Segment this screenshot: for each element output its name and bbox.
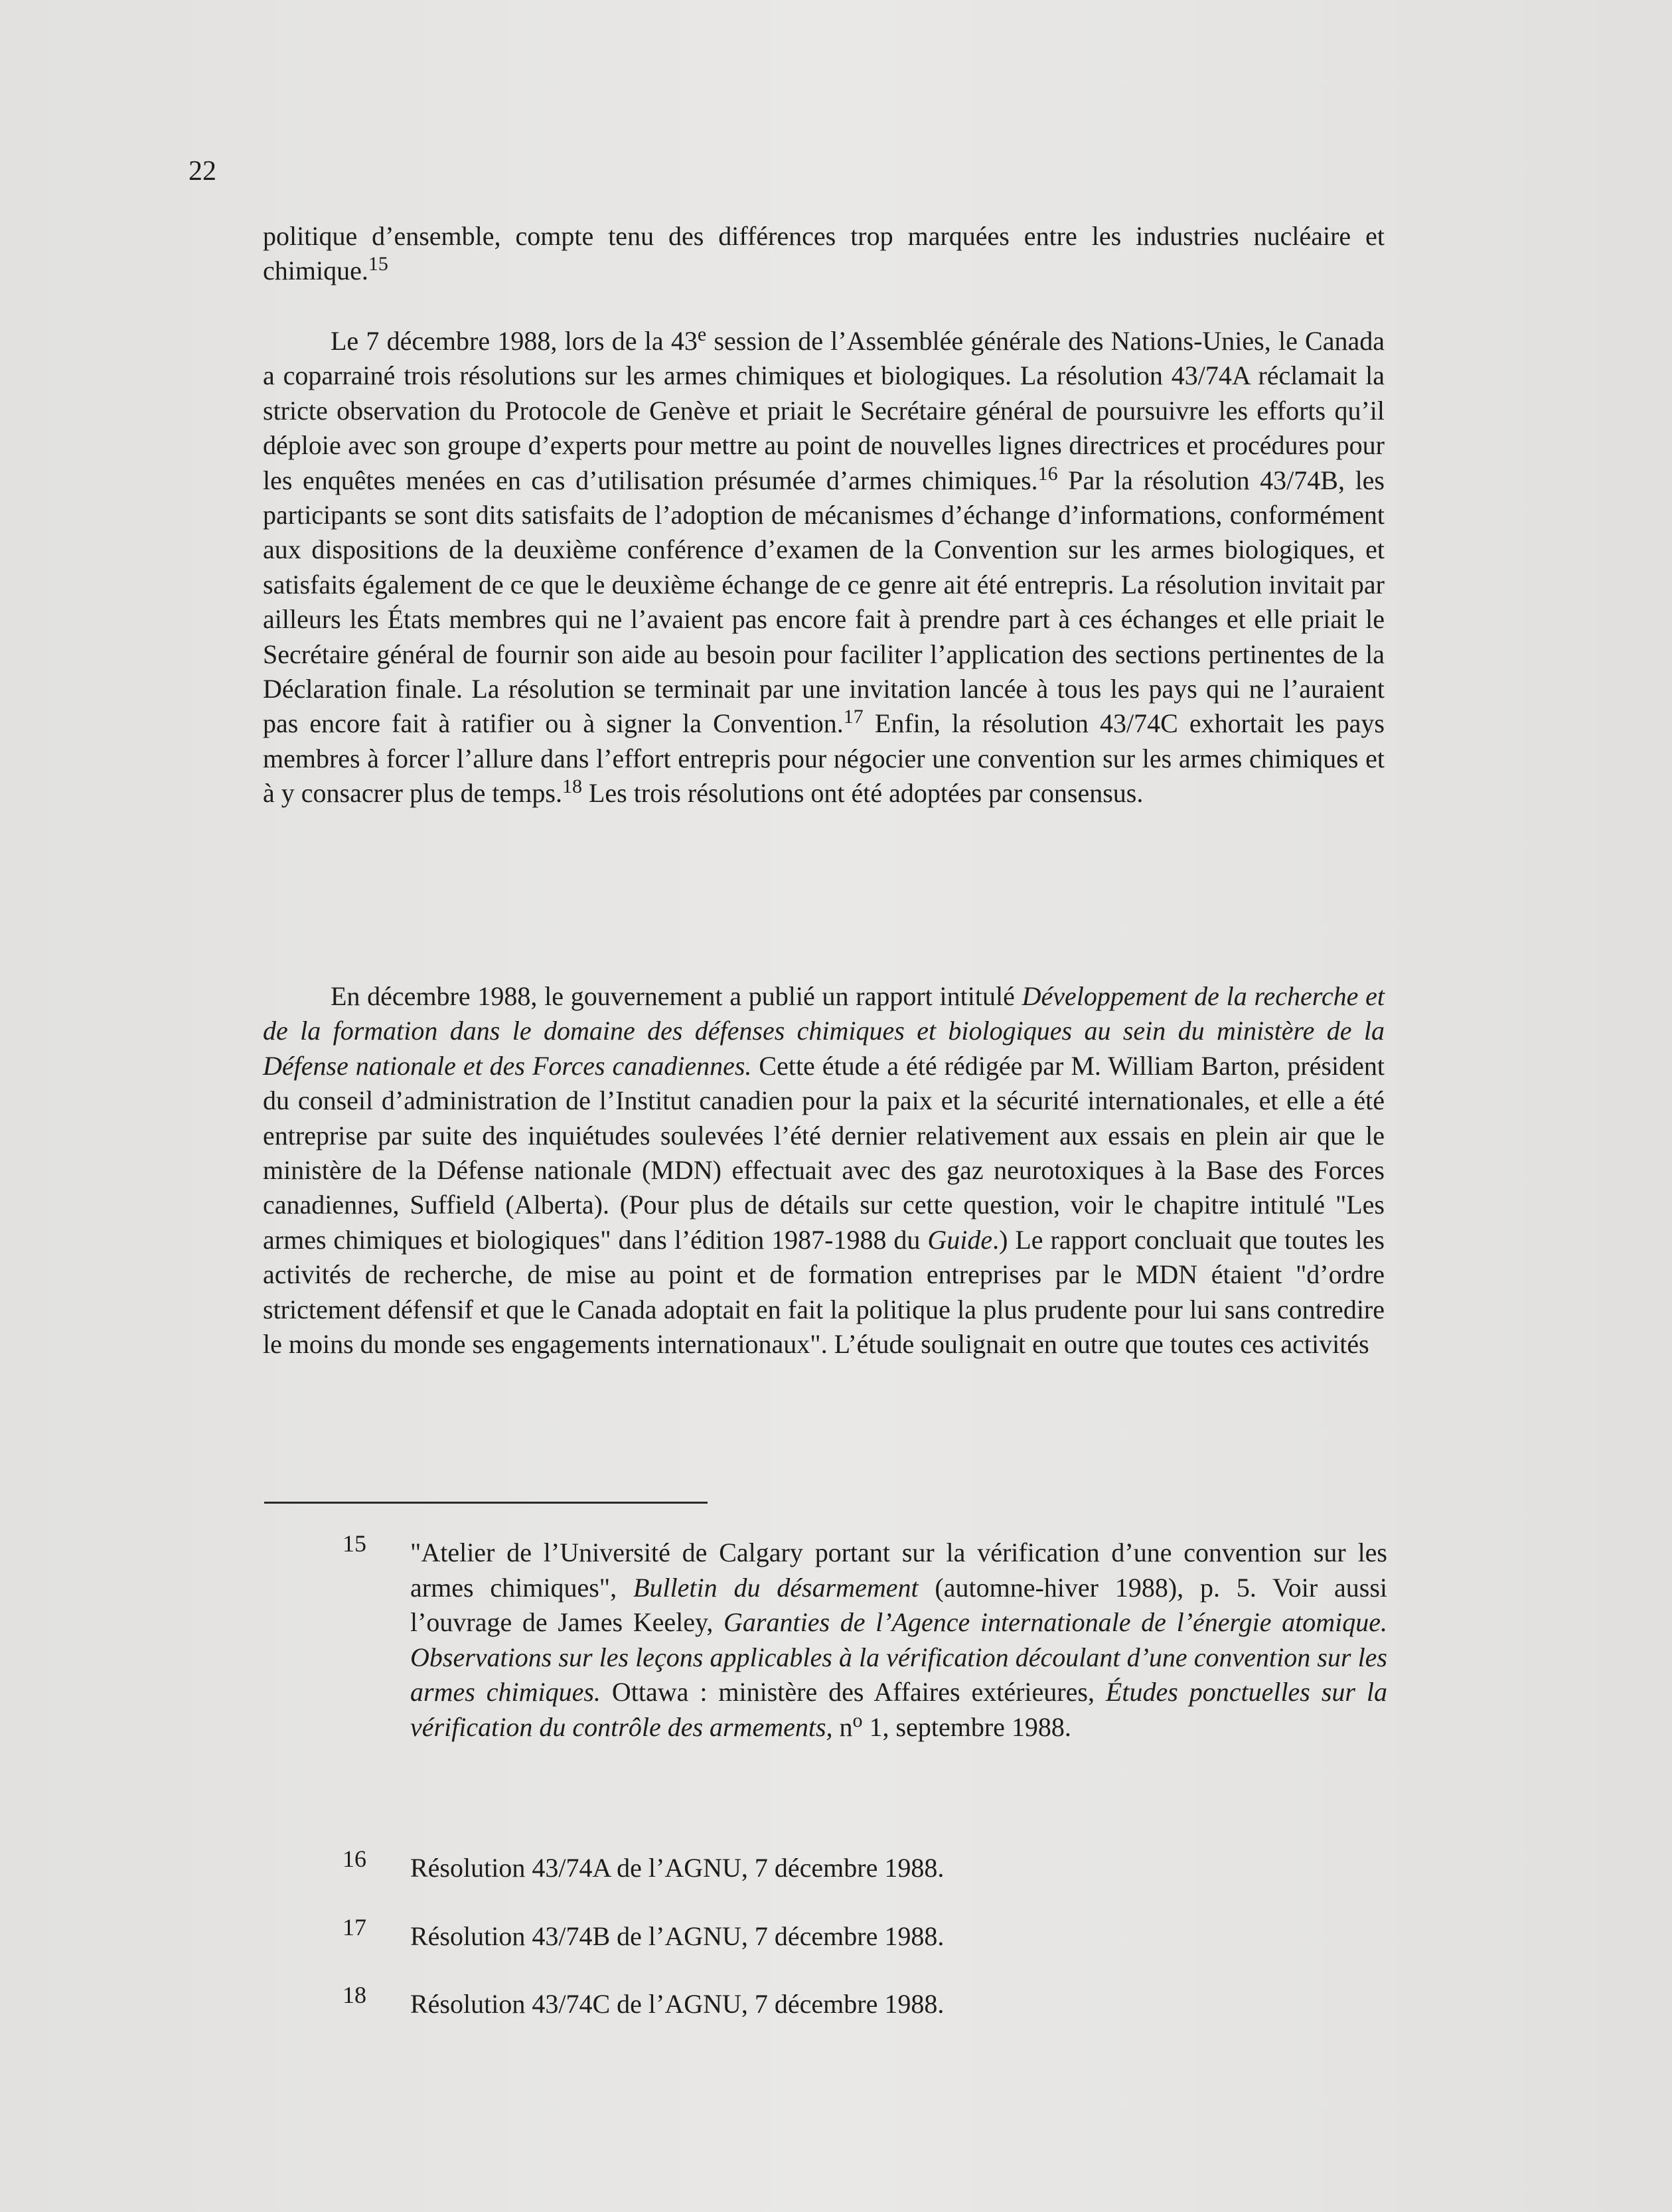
text-run: Résolution 43/74B de l’AGNU, 7 décembre 1988.: [410, 1921, 945, 1951]
text-run: session de l’Assemblée générale des Nations-Unies, le Canada a coparrainé trois résolutions sur les armes chimiques et biologiques. La résolution 43/74A réclamait la stricte observation du Protocole de Genève et priait le Secrétaire général de poursuivre les efforts qu’il déploie avec son groupe d’experts pour mettre au point de nouvelles lignes directrices et procédures pour les enquêtes menées en cas d’utilisation présumée d’armes chimiques.: [263, 326, 1385, 495]
text-run: Enfin, la résolution 43/74C exhortait les pays membres à forcer l’allure dans l’effort entrepris pour négocier une convention sur les armes chimiques et à y consacrer plus de temps.: [263, 708, 1385, 809]
italic-run: Bulletin du désarmement: [633, 1572, 919, 1603]
paragraph-2: [263, 324, 1385, 811]
text-run: Le 7 décembre 1988, lors de la 43: [331, 326, 698, 356]
text-run: (automne-hiver 1988), p. 5. Voir aussi l’ouvrage de James Keeley,: [410, 1572, 1388, 1637]
paragraph-text: [263, 324, 1385, 811]
paragraph-text: [263, 979, 1385, 1362]
superscript-mark: 17: [843, 706, 864, 728]
footnote-number: 17: [342, 1914, 366, 1940]
text-run: Résolution 43/74C de l’AGNU, 7 décembre 1988.: [410, 1989, 945, 2019]
footnote-text: [410, 1536, 1387, 1745]
footnote-separator-rule: [264, 1502, 708, 1504]
italic-run: Garanties de l’Agence internationale de l’énergie atomique. Observations sur les leçons applicables à la vérification découlant d’une convention sur les armes chimiques.: [410, 1607, 1387, 1707]
footnote-17: [263, 1914, 1387, 1954]
footnote-number: 18: [342, 1982, 366, 2008]
text-run: politique d’ensemble, compte tenu des différences trop marquées entre les industries nucléaire et chimique.: [263, 221, 1385, 286]
paragraph-1: [263, 219, 1385, 289]
footnote-number: 16: [342, 1846, 366, 1872]
footnote-text: [410, 1851, 1387, 1886]
page-number: 22: [189, 156, 216, 187]
superscript-mark: o: [852, 1709, 863, 1731]
text-run: 1, septembre 1988.: [862, 1711, 1071, 1742]
superscript-mark: e: [697, 323, 707, 345]
text-run: Cette étude a été rédigée par M. William Barton, président du conseil d’administration de l’Institut canadien pour la paix et la sécurité internationales, et elle a été entreprise par suite des inquiétudes soulevées l’été dernier relativement aux essais en plein air que le ministère de la Défense nationale (MDN) effectuait avec des gaz neurotoxiques à la Base des Forces canadiennes, Suffield (Alberta). (Pour plus de détails sur cette question, voir le chapitre intitulé "Les armes chimiques et biologiques" dans l’édition 1987-1988 du: [263, 1050, 1385, 1255]
italic-run: Études ponctuelles sur la vérification du contrôle des armements,: [410, 1677, 1388, 1742]
paragraph-3: [263, 979, 1385, 1362]
superscript-mark: 15: [368, 253, 388, 276]
text-run: .) Le rapport concluait que toutes les activités de recherche, de mise au point et de formation entreprises par le MDN étaient "d’ordre strictement défensif et que le Canada adoptait en fait la politique la plus prudente pour lui sans contredire le moins du monde ses engagements internationaux". L’étude soulignait en outre que toutes ces activités: [263, 1224, 1385, 1360]
text-run: Par la résolution 43/74B, les participants se sont dits satisfaits de l’adoption de mécanismes d’échange d’informations, conformément aux dispositions de la deuxième conférence d’examen de la Convention sur les armes biologiques, et satisfaits également de ce que le deuxième échange de ce genre ait été entrepris. La résolution invitait par ailleurs les États membres qui ne l’avaient pas encore fait à prendre part à ces échanges et elle priait le Secrétaire général de fournir son aide au besoin pour faciliter l’application des sections pertinentes de la Déclaration finale. La résolution se terminait par une invitation lancée à tous les pays qui ne l’auraient pas encore fait à ratifier ou à signer la Convention.: [263, 465, 1385, 739]
text-run: n: [832, 1711, 853, 1742]
text-run: En décembre 1988, le gouvernement a publié un rapport intitulé: [331, 981, 1022, 1011]
text-run: Ottawa : ministère des Affaires extérieures,: [600, 1677, 1106, 1707]
footnote-text: [410, 1987, 1387, 2022]
text-run: Résolution 43/74A de l’AGNU, 7 décembre 1988.: [410, 1853, 945, 1883]
superscript-mark: 18: [562, 775, 582, 798]
footnote-number: 15: [342, 1530, 366, 1557]
superscript-mark: 16: [1037, 462, 1058, 485]
italic-run: Guide: [927, 1224, 993, 1255]
footnote-18: [263, 1982, 1387, 2022]
text-run: Les trois résolutions ont été adoptées par consensus.: [581, 778, 1144, 809]
text-run: "Atelier de l’Université de Calgary portant sur la vérification d’une convention sur les armes chimiques",: [410, 1538, 1387, 1603]
footnote-16: [263, 1846, 1387, 1886]
paragraph-text: [263, 219, 1385, 289]
footnote-text: [410, 1919, 1387, 1954]
italic-run: Développement de la recherche et de la formation dans le domaine des défenses chimiques et biologiques au sein du ministère de la Défense nationale et des Forces canadiennes.: [263, 981, 1385, 1081]
footnote-15: [263, 1530, 1388, 1745]
